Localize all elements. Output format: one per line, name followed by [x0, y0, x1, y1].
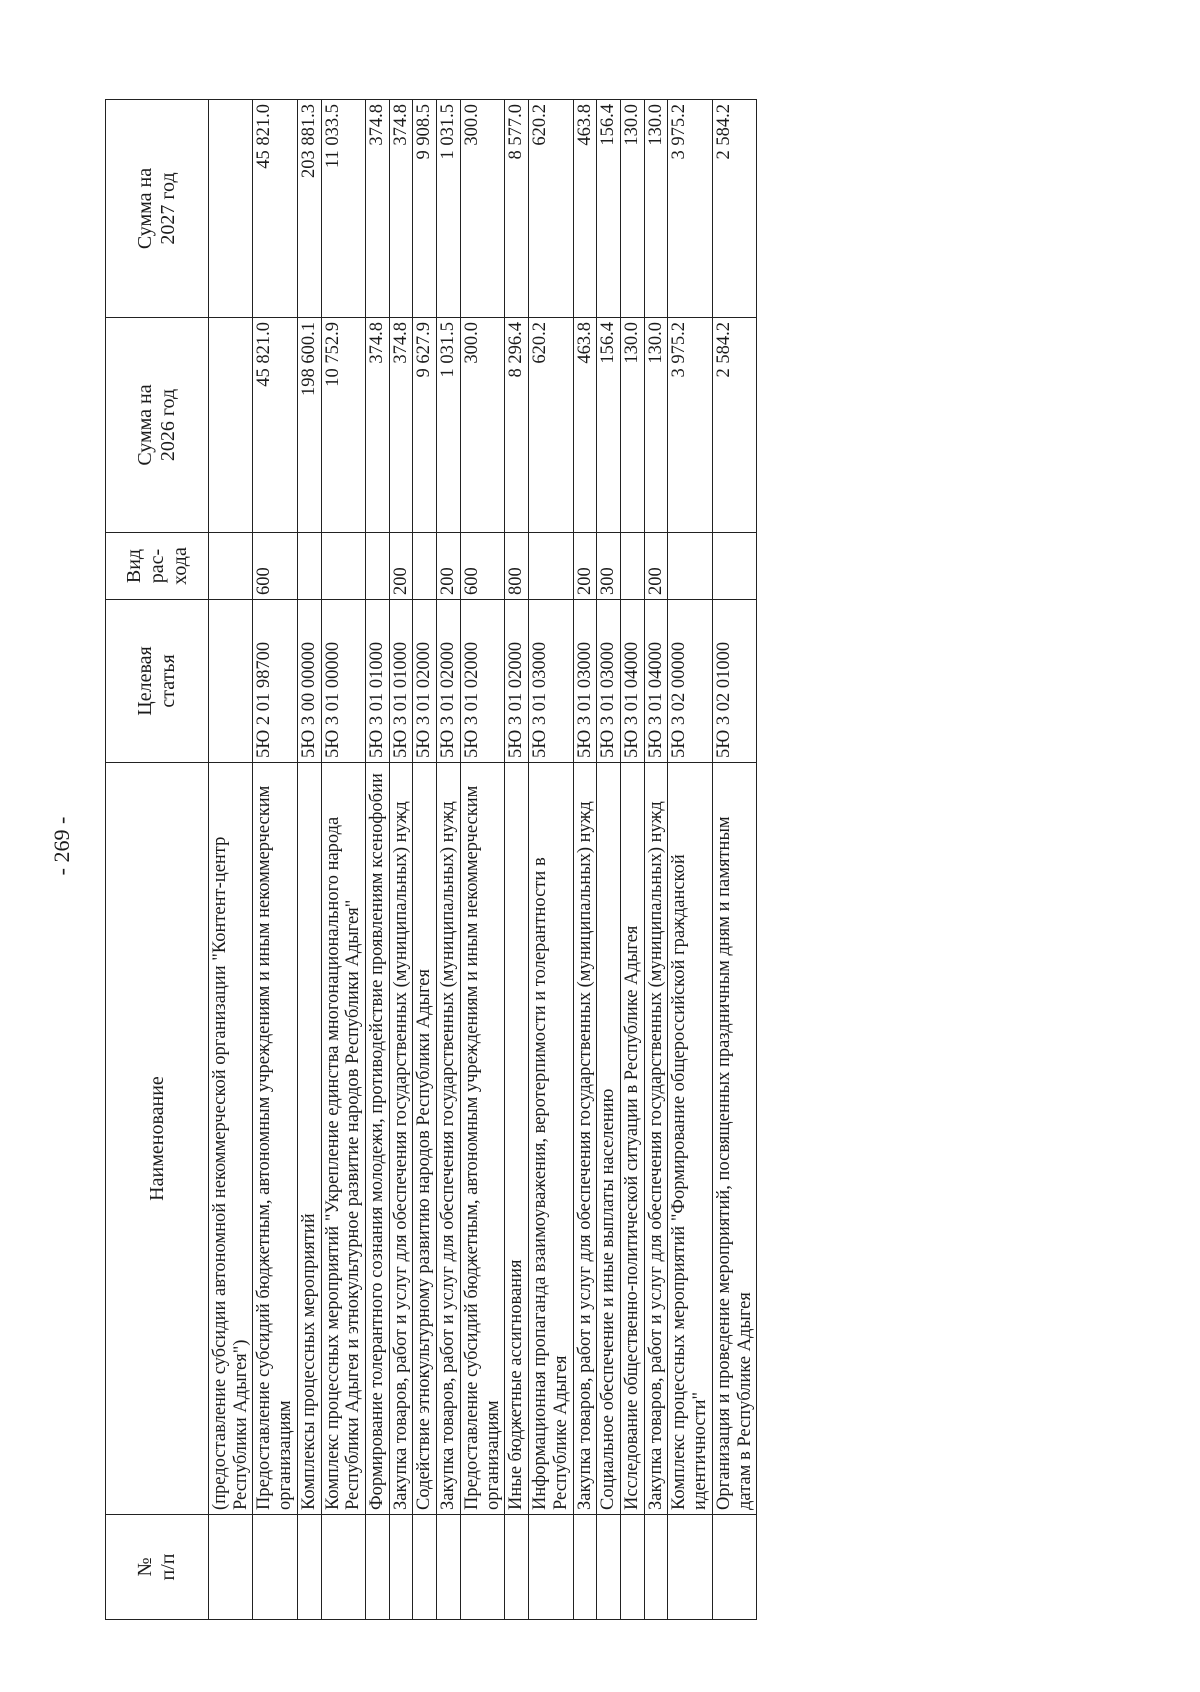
table-row: [668, 100, 712, 1620]
header-name: Наименование: [106, 763, 209, 1515]
row-sum-2027: 203 881.3: [297, 100, 321, 318]
table-row: [460, 100, 504, 1620]
row-expense-type: 600: [253, 533, 297, 600]
row-target-article: 5Ю 3 01 00000: [321, 600, 365, 763]
page-number: - 269 -: [49, 816, 74, 876]
row-number: [437, 1515, 461, 1620]
table-row: [413, 100, 437, 1620]
row-expense-type: [413, 533, 437, 600]
row-expense-type: [366, 533, 390, 600]
row-target-article: 5Ю 3 01 03000: [573, 600, 597, 763]
row-sum-2027: 3 975.2: [668, 100, 712, 318]
row-name: Исследование общественно-политической ситуации в Республике Адыгея: [620, 763, 644, 1515]
row-number: [712, 1515, 756, 1620]
row-number: [389, 1515, 413, 1620]
row-sum-2026: 2 584.2: [712, 318, 756, 533]
row-name: Закупка товаров, работ и услуг для обеспечения государственных (муниципальных) нужд: [389, 763, 413, 1515]
row-expense-type: 200: [644, 533, 668, 600]
row-sum-2027: 8 577.0: [505, 100, 529, 318]
header-no: № п/п: [106, 1515, 209, 1620]
table-row: [389, 100, 413, 1620]
row-expense-type: 800: [505, 533, 529, 600]
row-expense-type: [297, 533, 321, 600]
table-row: [712, 100, 756, 1620]
row-name: Информационная пропаганда взаимоуважения, веротерпимости и толерантности в Республике Адыгея: [529, 763, 573, 1515]
row-target-article: 5Ю 3 01 01000: [366, 600, 390, 763]
table-row: [321, 100, 365, 1620]
row-target-article: 5Ю 3 02 01000: [712, 600, 756, 763]
row-target-article: 5Ю 3 02 00000: [668, 600, 712, 763]
row-sum-2026: 130.0: [644, 318, 668, 533]
row-expense-type: 200: [573, 533, 597, 600]
row-sum-2026: 130.0: [620, 318, 644, 533]
table-row: [366, 100, 390, 1620]
row-sum-2027: 300.0: [460, 100, 504, 318]
row-sum-2026: 10 752.9: [321, 318, 365, 533]
row-sum-2027: 9 908.5: [413, 100, 437, 318]
row-name: Предоставление субсидий бюджетным, автономным учреждениям и иным некоммерческим организациям: [460, 763, 504, 1515]
row-sum-2027: 156.4: [597, 100, 621, 318]
row-sum-2026: 374.8: [366, 318, 390, 533]
row-number: [529, 1515, 573, 1620]
row-number: [413, 1515, 437, 1620]
row-expense-type: 200: [437, 533, 461, 600]
row-sum-2027: 2 584.2: [712, 100, 756, 318]
row-number: [620, 1515, 644, 1620]
row-target-article: 5Ю 3 01 02000: [437, 600, 461, 763]
table-header-row: [106, 100, 209, 1620]
row-expense-type: 600: [460, 533, 504, 600]
row-expense-type: 300: [597, 533, 621, 600]
row-sum-2026: 300.0: [460, 318, 504, 533]
row-number: [253, 1515, 297, 1620]
row-target-article: 5Ю 3 01 04000: [644, 600, 668, 763]
row-target-article: 5Ю 3 01 01000: [389, 600, 413, 763]
row-sum-2026: 620.2: [529, 318, 573, 533]
row-sum-2027: 620.2: [529, 100, 573, 318]
row-sum-2026: [209, 318, 253, 533]
row-sum-2026: 374.8: [389, 318, 413, 533]
row-target-article: 5Ю 3 01 03000: [529, 600, 573, 763]
row-target-article: 5Ю 3 01 04000: [620, 600, 644, 763]
row-expense-type: [712, 533, 756, 600]
row-name: Предоставление субсидий бюджетным, автономным учреждениям и иным некоммерческим организациям: [253, 763, 297, 1515]
row-number: [573, 1515, 597, 1620]
row-sum-2026: 8 296.4: [505, 318, 529, 533]
row-sum-2027: 374.8: [389, 100, 413, 318]
row-name: Закупка товаров, работ и услуг для обеспечения государственных (муниципальных) нужд: [644, 763, 668, 1515]
row-name: Закупка товаров, работ и услуг для обеспечения государственных (муниципальных) нужд: [437, 763, 461, 1515]
row-name: Комплекс процессных мероприятий "Формирование общероссийской гражданской идентичности": [668, 763, 712, 1515]
table-row: [620, 100, 644, 1620]
row-name: Закупка товаров, работ и услуг для обеспечения государственных (муниципальных) нужд: [573, 763, 597, 1515]
row-sum-2026: 45 821.0: [253, 318, 297, 533]
row-sum-2026: 1 031.5: [437, 318, 461, 533]
row-target-article: [209, 600, 253, 763]
row-number: [297, 1515, 321, 1620]
row-target-article: 5Ю 3 00 00000: [297, 600, 321, 763]
row-target-article: 5Ю 3 01 03000: [597, 600, 621, 763]
table-row: [437, 100, 461, 1620]
row-name: Формирование толерантного сознания молодежи, противодействие проявлениям ксенофобии: [366, 763, 390, 1515]
table-row: [644, 100, 668, 1620]
row-number: [209, 1515, 253, 1620]
row-number: [668, 1515, 712, 1620]
row-number: [644, 1515, 668, 1620]
row-name: Иные бюджетные ассигнования: [505, 763, 529, 1515]
row-target-article: 5Ю 3 01 02000: [413, 600, 437, 763]
row-expense-type: [209, 533, 253, 600]
row-sum-2027: 463.8: [573, 100, 597, 318]
header-sum-2026: Сумма на 2026 год: [106, 318, 209, 533]
rotated-page-content: [105, 100, 1105, 1620]
row-target-article: 5Ю 2 01 98700: [253, 600, 297, 763]
table-row: [209, 100, 253, 1620]
row-number: [366, 1515, 390, 1620]
header-code: Целевая статья: [106, 600, 209, 763]
row-expense-type: 200: [389, 533, 413, 600]
row-number: [321, 1515, 365, 1620]
table-row: [573, 100, 597, 1620]
table-row: [529, 100, 573, 1620]
row-number: [597, 1515, 621, 1620]
table-row: [253, 100, 297, 1620]
row-name: Социальное обеспечение и иные выплаты населению: [597, 763, 621, 1515]
row-expense-type: [321, 533, 365, 600]
row-sum-2027: 130.0: [620, 100, 644, 318]
table-body: [209, 100, 757, 1620]
row-name: Комплекс процессных мероприятий "Укрепление единства многонационального народа Республики Адыгея и этнокультурное развитие народов Республики Адыгея": [321, 763, 365, 1515]
row-sum-2027: 130.0: [644, 100, 668, 318]
budget-table: [105, 99, 757, 1620]
row-name: Комплексы процессных мероприятий: [297, 763, 321, 1515]
row-sum-2027: 11 033.5: [321, 100, 365, 318]
row-name: (предоставление субсидии автономной некоммерческой организации "Контент-центр Республики Адыгея"): [209, 763, 253, 1515]
header-sum-2027: Сумма на 2027 год: [106, 100, 209, 318]
row-sum-2027: 374.8: [366, 100, 390, 318]
row-expense-type: [529, 533, 573, 600]
header-kind: Вид рас- хода: [106, 533, 209, 600]
row-expense-type: [620, 533, 644, 600]
row-sum-2026: 463.8: [573, 318, 597, 533]
row-number: [505, 1515, 529, 1620]
row-sum-2027: [209, 100, 253, 318]
row-expense-type: [668, 533, 712, 600]
row-target-article: 5Ю 3 01 02000: [460, 600, 504, 763]
row-target-article: 5Ю 3 01 02000: [505, 600, 529, 763]
row-name: Организация и проведение мероприятий, посвященных праздничным дням и памятным датам в Республике Адыгея: [712, 763, 756, 1515]
row-sum-2026: 9 627.9: [413, 318, 437, 533]
row-sum-2026: 3 975.2: [668, 318, 712, 533]
row-sum-2026: 198 600.1: [297, 318, 321, 533]
row-sum-2027: 1 031.5: [437, 100, 461, 318]
table-row: [597, 100, 621, 1620]
row-number: [460, 1515, 504, 1620]
table-row: [505, 100, 529, 1620]
row-sum-2027: 45 821.0: [253, 100, 297, 318]
table-row: [297, 100, 321, 1620]
row-name: Содействие этнокультурному развитию народов Республики Адыгея: [413, 763, 437, 1515]
row-sum-2026: 156.4: [597, 318, 621, 533]
